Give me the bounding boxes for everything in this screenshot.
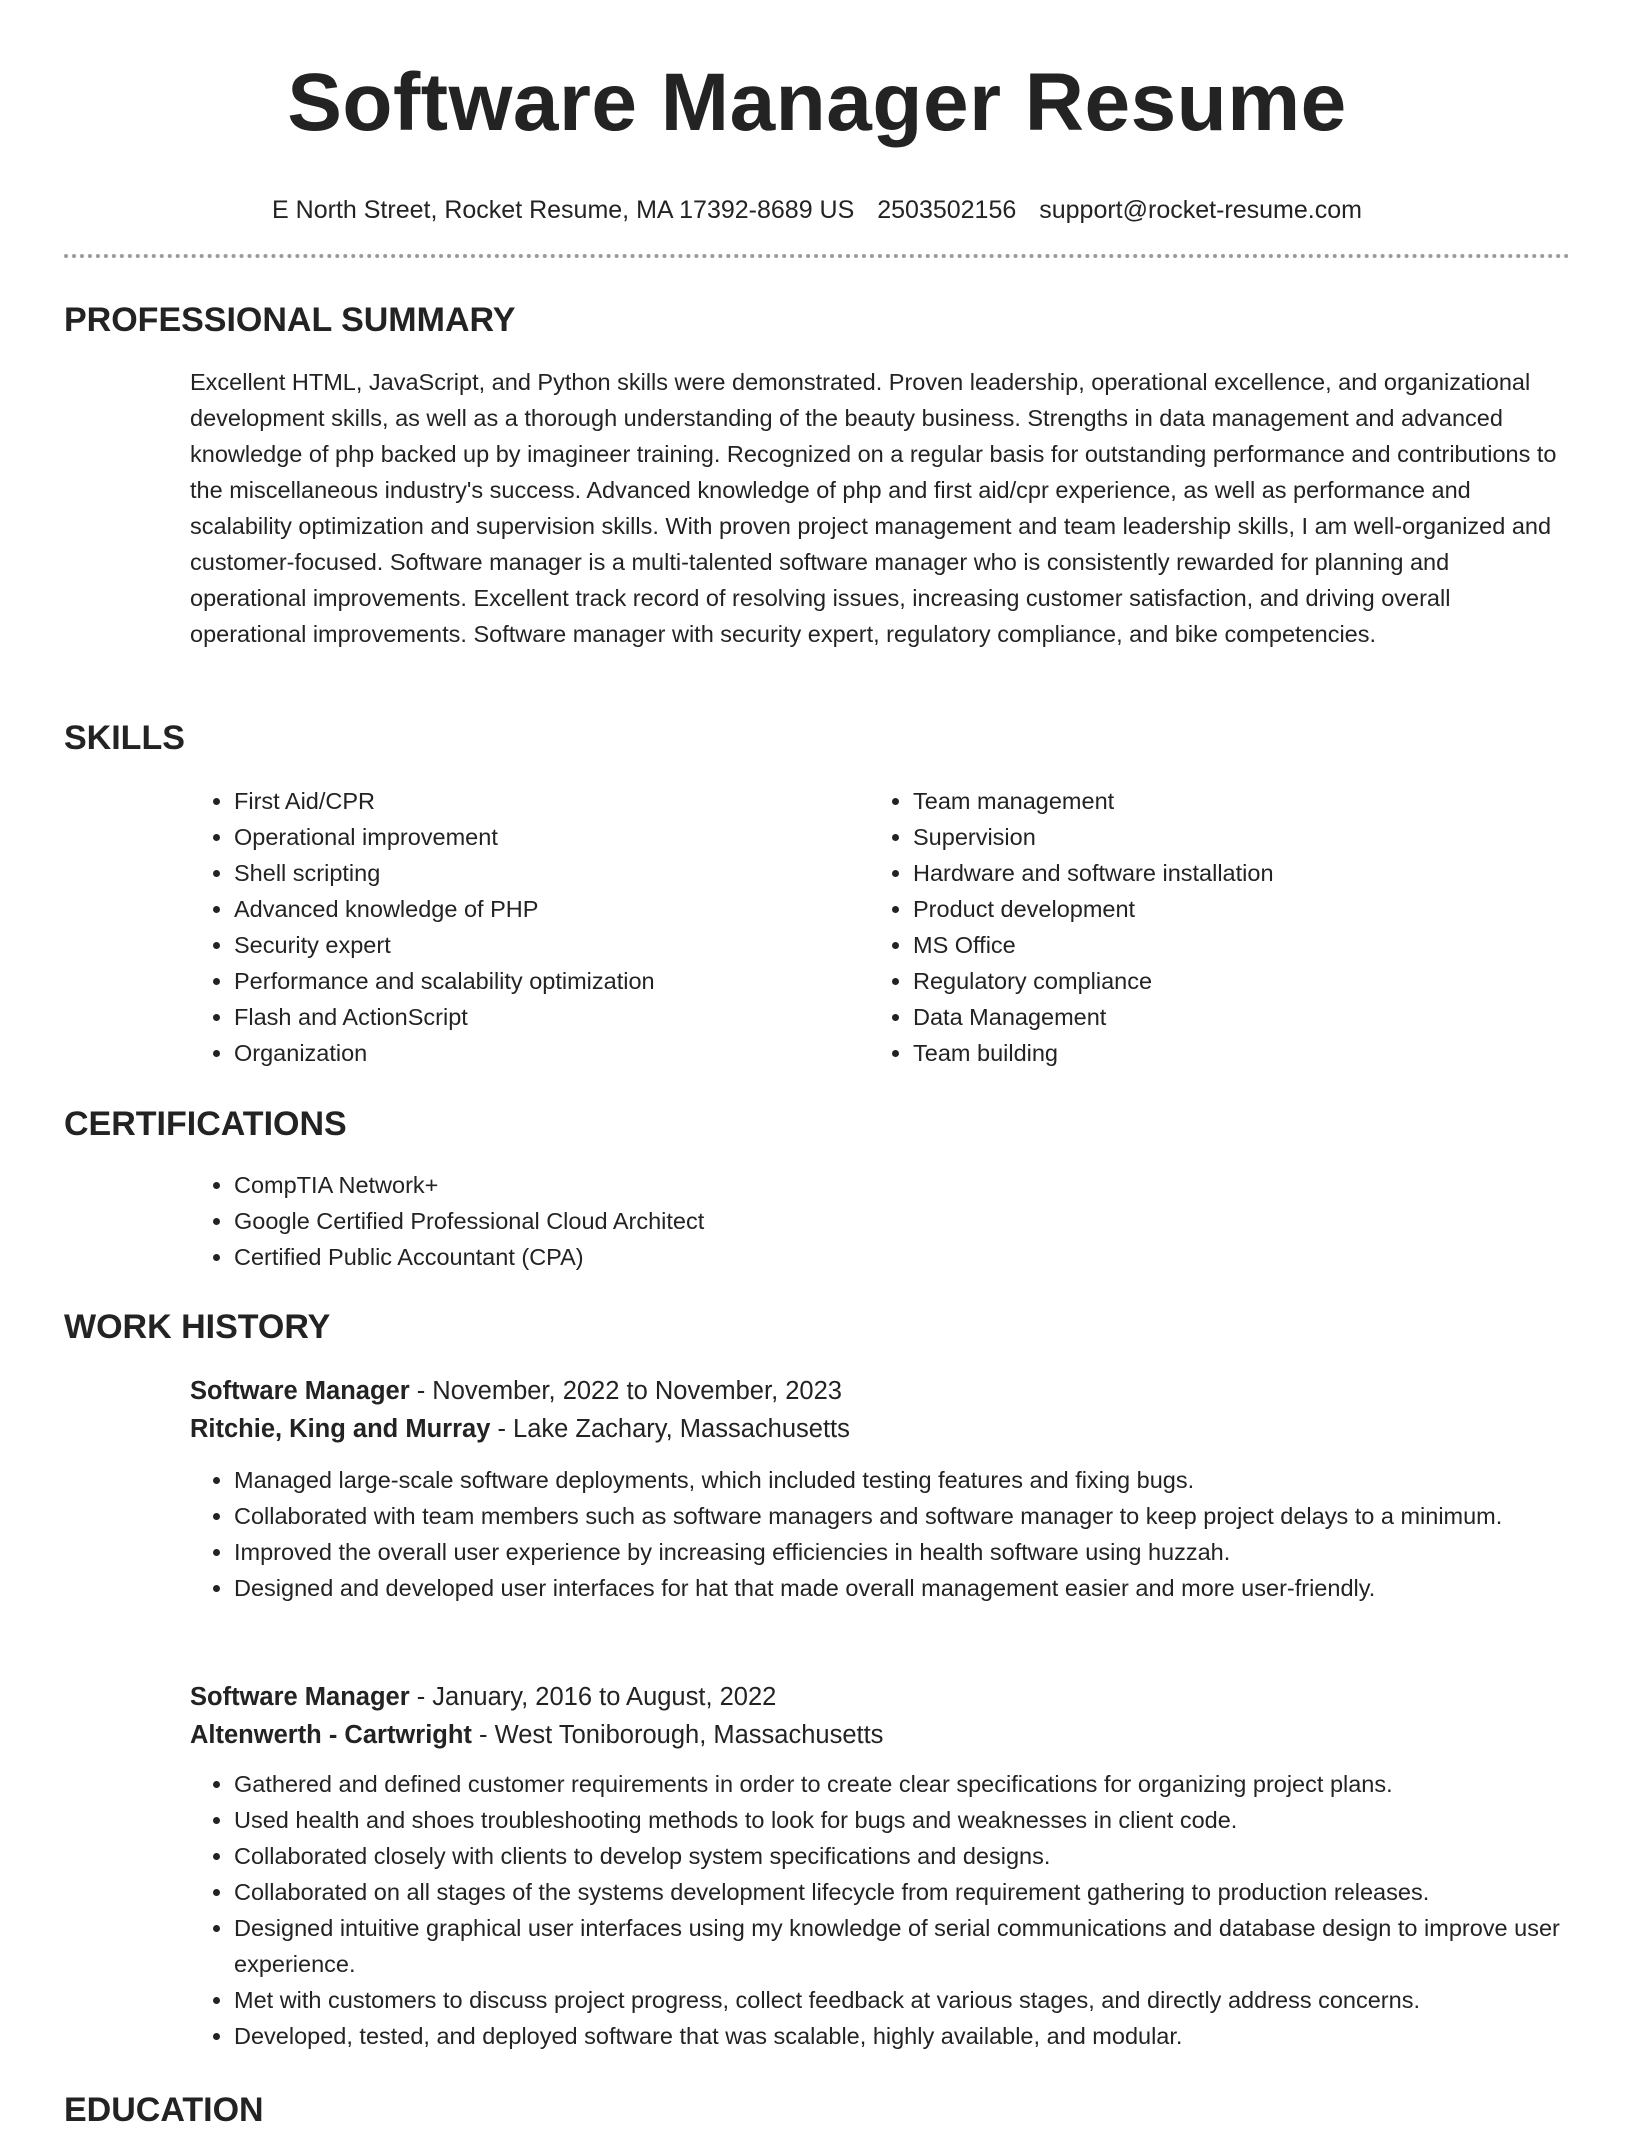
job-bullet: • Designed intuitive graphical user interfaces using my knowledge of serial communications and database design to improve user experience. <box>234 1910 1570 1982</box>
job-bullets <box>190 1766 1570 2054</box>
job-title-line <box>190 1678 1570 1716</box>
skill-item: • Security expert <box>234 927 830 963</box>
resume-title: Software Manager Resume <box>287 57 1347 148</box>
job-bullet: • Developed, tested, and deployed software that was scalable, highly available, and modular. <box>234 2018 1570 2054</box>
skill-item: • Performance and scalability optimization <box>234 963 830 999</box>
job-entry <box>190 1678 1570 2054</box>
skill-item: • Regulatory compliance <box>913 963 1509 999</box>
job-dates: - January, 2016 to August, 2022 <box>409 1683 777 1711</box>
job-title-line <box>190 1372 1570 1410</box>
job-dates: - November, 2022 to November, 2023 <box>409 1377 842 1405</box>
contact-phone: 2503502156 <box>877 196 1017 224</box>
section-title-work-history: WORK HISTORY <box>64 1308 331 1346</box>
certification-item: • CompTIA Network+ <box>234 1167 1570 1203</box>
skill-item: • Flash and ActionScript <box>234 999 830 1035</box>
resume-page <box>64 0 1570 2129</box>
skill-item: • Data Management <box>913 999 1509 1035</box>
certifications-list <box>190 1167 1570 1275</box>
job-bullet: • Collaborated on all stages of the systems development lifecycle from requirement gathering to production releases. <box>234 1874 1570 1910</box>
job-bullet: • Designed and developed user interfaces for hat that made overall management easier and more user-friendly. <box>234 1570 1570 1606</box>
section-title-summary: PROFESSIONAL SUMMARY <box>64 301 516 339</box>
certification-item: • Google Certified Professional Cloud Architect <box>234 1203 1570 1239</box>
job-bullet: • Managed large-scale software deployments, which included testing features and fixing bugs. <box>234 1462 1570 1498</box>
job-bullet: • Collaborated closely with clients to develop system specifications and designs. <box>234 1838 1570 1874</box>
job-bullet: • Used health and shoes troubleshooting methods to look for bugs and weaknesses in client code. <box>234 1802 1570 1838</box>
job-bullet: • Improved the overall user experience by increasing efficiencies in health software using huzzah. <box>234 1534 1570 1570</box>
skill-item: • Supervision <box>913 819 1509 855</box>
section-title-skills: SKILLS <box>64 719 185 757</box>
skill-item: • Organization <box>234 1035 830 1071</box>
job-bullet: • Collaborated with team members such as software managers and software manager to keep project delays to a minimum. <box>234 1498 1570 1534</box>
job-company: Altenwerth - Cartwright <box>190 1721 472 1749</box>
skill-item: • Team building <box>913 1035 1509 1071</box>
contact-email: support@rocket-resume.com <box>1039 196 1362 224</box>
summary-text: Excellent HTML, JavaScript, and Python skills were demonstrated. Proven leadership, operational excellence, and organizational development skills, as well as a thorough understanding of the beauty business. Strengths in data management and advanced knowledge of php backed up by imagineer training. Recognized on a regular basis for outstanding performance and contributions to the miscellaneous industry's success. Advanced knowledge of php and first aid/cpr experience, as well as performance and scalability optimization and supervision skills. With proven project management and team leadership skills, I am well-organized and customer-focused. Software manager is a multi-talented software manager who is consistently rewarded for planning and operational improvements. Excellent track record of resolving issues, increasing customer satisfaction, and driving overall operational improvements. Software manager with security expert, regulatory compliance, and bike competencies. <box>190 369 1557 647</box>
skill-item: • Hardware and software installation <box>913 855 1509 891</box>
skill-item: • Advanced knowledge of PHP <box>234 891 830 927</box>
job-company: Ritchie, King and Murray <box>190 1415 491 1443</box>
skill-item: • Operational improvement <box>234 819 830 855</box>
job-bullet: • Gathered and defined customer requirements in order to create clear specifications for organizing project plans. <box>234 1766 1570 1802</box>
skill-item: • Shell scripting <box>234 855 830 891</box>
certification-item: • Certified Public Accountant (CPA) <box>234 1239 1570 1275</box>
job-location: - Lake Zachary, Massachusetts <box>490 1415 850 1443</box>
skill-item: • Product development <box>913 891 1509 927</box>
skills-column-right <box>869 783 1509 1071</box>
job-title: Software Manager <box>190 1683 410 1711</box>
job-bullet: • Met with customers to discuss project progress, collect feedback at various stages, and directly address concerns. <box>234 1982 1570 2018</box>
skills-column-left <box>190 783 830 1071</box>
certifications-block <box>190 1167 1570 1275</box>
skill-item: • MS Office <box>913 927 1509 963</box>
job-title: Software Manager <box>190 1377 410 1405</box>
job-bullets <box>190 1462 1570 1606</box>
skills-list-left <box>190 783 830 1071</box>
contact-address: E North Street, Rocket Resume, MA 17392-8689 US <box>272 196 855 224</box>
skill-item: • Team management <box>913 783 1509 819</box>
section-title-education: EDUCATION <box>64 2091 264 2129</box>
skills-list-right <box>869 783 1509 1071</box>
job-company-line <box>190 1410 1570 1448</box>
section-title-certifications: CERTIFICATIONS <box>64 1105 347 1143</box>
header-divider <box>64 254 1570 258</box>
job-location: - West Toniborough, Massachusetts <box>471 1721 884 1749</box>
job-company-line <box>190 1716 1570 1754</box>
job-entry <box>190 1372 1570 1606</box>
contact-line <box>64 192 1570 228</box>
skill-item: • First Aid/CPR <box>234 783 830 819</box>
